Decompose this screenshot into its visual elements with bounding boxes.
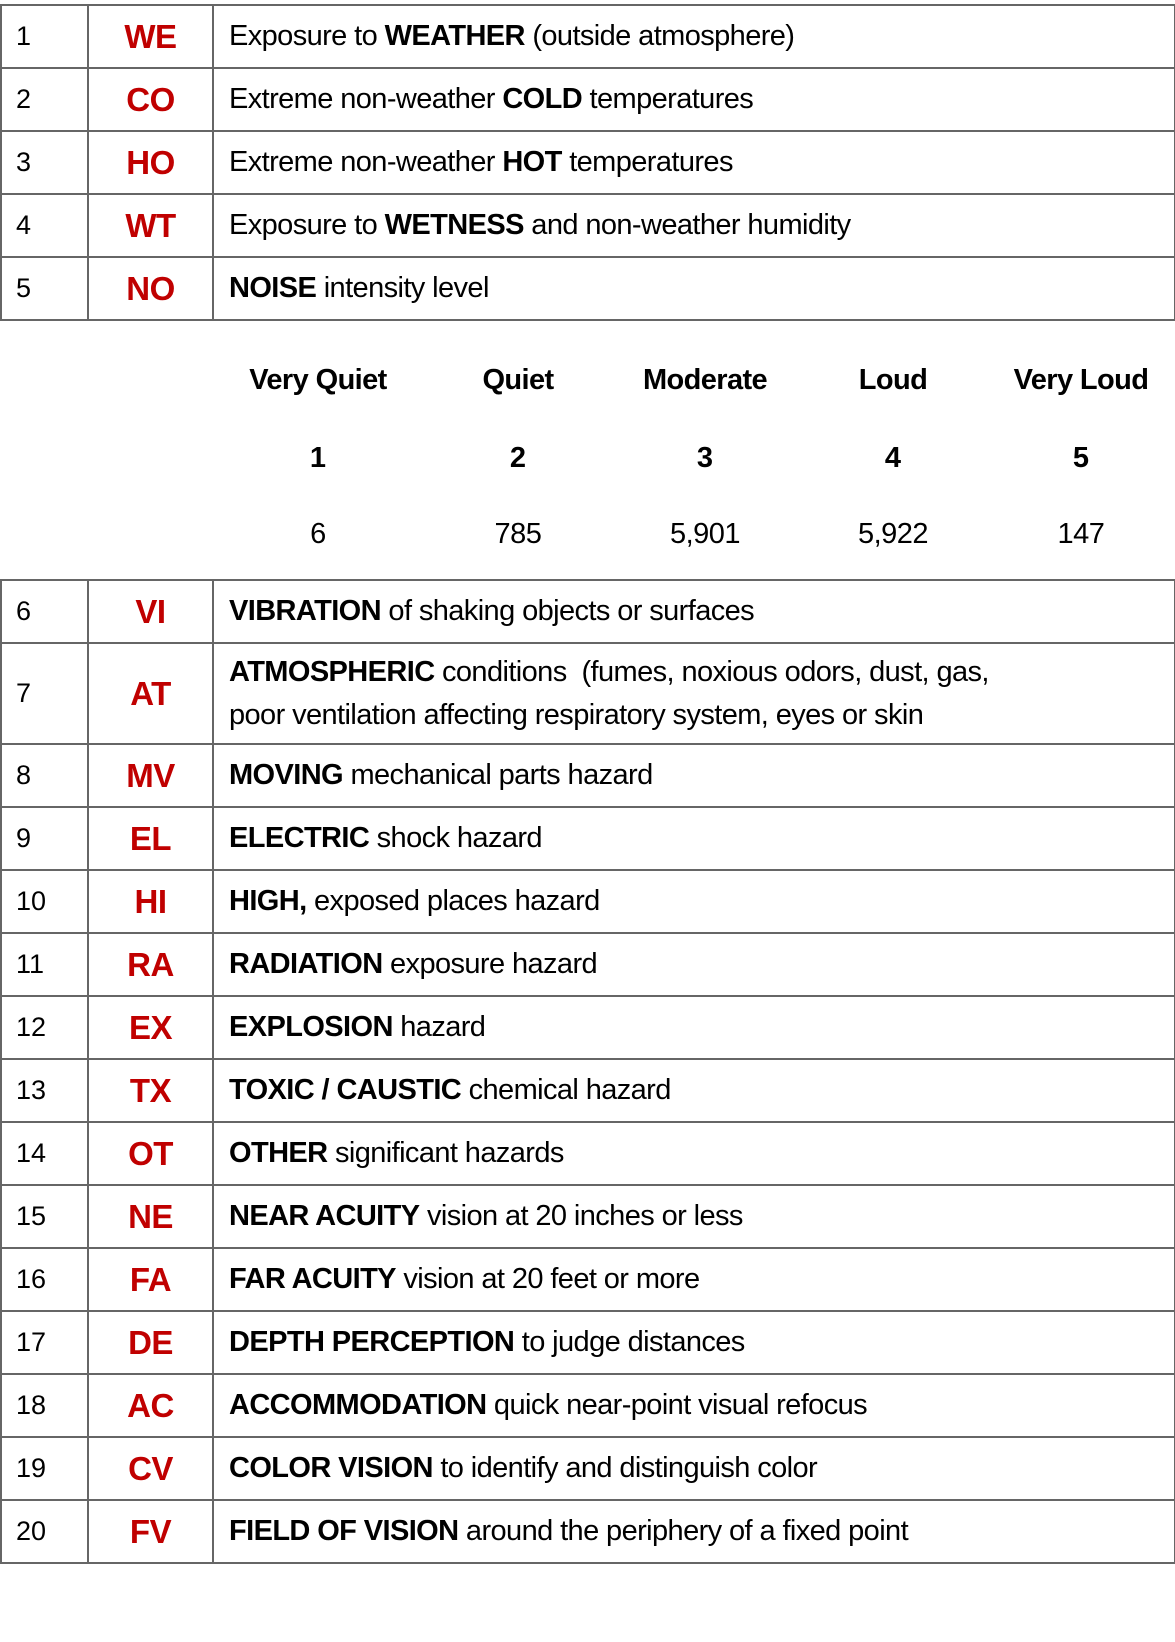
hazard-code: FA xyxy=(88,1248,213,1311)
hazard-description xyxy=(213,257,1175,320)
table-row xyxy=(1,194,1175,257)
desc-suffix: quick near-point visual refocus xyxy=(486,1389,868,1421)
hazard-description xyxy=(213,744,1175,807)
row-number: 19 xyxy=(1,1437,88,1500)
table-row xyxy=(1,1059,1175,1122)
noise-scale xyxy=(212,342,1174,578)
desc-keyword: DEPTH PERCEPTION xyxy=(229,1326,515,1358)
desc-keyword: COLOR VISION xyxy=(229,1452,433,1484)
desc-keyword: ELECTRIC xyxy=(229,822,370,854)
row-number: 12 xyxy=(1,996,88,1059)
desc-suffix: vision at 20 feet or more xyxy=(395,1263,700,1295)
desc-suffix: temperatures xyxy=(582,83,754,115)
table-row xyxy=(1,870,1175,933)
hazard-description xyxy=(213,5,1175,68)
hazard-code: EL xyxy=(88,807,213,870)
hazard-code: HI xyxy=(88,870,213,933)
desc-keyword: TOXIC / CAUSTIC xyxy=(229,1074,462,1106)
hazard-description xyxy=(213,1059,1175,1122)
hazard-description xyxy=(213,996,1175,1059)
noise-level-number: 3 xyxy=(696,442,714,474)
desc-prefix: Exposure to xyxy=(229,209,385,241)
desc-suffix: exposure hazard xyxy=(382,948,598,980)
hazards-table-bottom xyxy=(0,579,1175,1564)
hazard-description xyxy=(213,643,1175,744)
table-row xyxy=(1,744,1175,807)
hazard-code: NE xyxy=(88,1185,213,1248)
noise-label: Moderate xyxy=(642,364,768,396)
desc-keyword: NOISE xyxy=(229,272,317,304)
noise-count: 147 xyxy=(1057,518,1105,550)
desc-keyword: OTHER xyxy=(229,1137,328,1169)
noise-level-number: 4 xyxy=(884,442,902,474)
desc-keyword: ATMOSPHERIC xyxy=(229,655,435,688)
hazard-code: WT xyxy=(88,194,213,257)
hazard-code: DE xyxy=(88,1311,213,1374)
hazard-description xyxy=(213,580,1175,643)
noise-label: Very Quiet xyxy=(249,364,387,396)
desc-suffix: intensity level xyxy=(316,272,489,304)
desc-keyword: VIBRATION xyxy=(229,595,381,627)
hazard-description xyxy=(213,933,1175,996)
table-row xyxy=(1,1122,1175,1185)
hazard-description xyxy=(213,1122,1175,1185)
desc-keyword: EXPLOSION xyxy=(229,1011,393,1043)
row-number: 5 xyxy=(1,257,88,320)
desc-keyword: FIELD OF VISION xyxy=(229,1515,459,1547)
desc-keyword: RADIATION xyxy=(229,948,383,980)
hazard-code: HO xyxy=(88,131,213,194)
hazard-code: CV xyxy=(88,1437,213,1500)
desc-suffix: mechanical parts hazard xyxy=(343,759,653,791)
hazard-code: WE xyxy=(88,5,213,68)
desc-keyword: WEATHER xyxy=(384,20,525,52)
hazard-code: AC xyxy=(88,1374,213,1437)
hazard-code: TX xyxy=(88,1059,213,1122)
hazard-code: VI xyxy=(88,580,213,643)
desc-keyword: COLD xyxy=(502,83,583,115)
row-number: 14 xyxy=(1,1122,88,1185)
noise-count: 785 xyxy=(494,518,542,550)
desc-suffix: chemical hazard xyxy=(461,1074,671,1106)
row-number: 3 xyxy=(1,131,88,194)
desc-suffix: conditions (fumes, noxious odors, dust, gas, xyxy=(434,655,989,688)
row-number: 18 xyxy=(1,1374,88,1437)
desc-prefix: Exposure to xyxy=(229,20,385,52)
noise-count: 6 xyxy=(310,518,326,550)
desc-suffix: and non-weather humidity xyxy=(523,209,851,241)
table-row xyxy=(1,1248,1175,1311)
desc-suffix: significant hazards xyxy=(327,1137,564,1169)
row-number: 1 xyxy=(1,5,88,68)
desc-suffix: of shaking objects or surfaces xyxy=(380,595,755,627)
table-row xyxy=(1,580,1175,643)
desc-keyword: FAR ACUITY xyxy=(229,1263,396,1295)
hazard-description xyxy=(213,1500,1175,1563)
table-row xyxy=(1,131,1175,194)
row-number: 10 xyxy=(1,870,88,933)
hazard-description xyxy=(213,1437,1175,1500)
table-row xyxy=(1,643,1175,744)
desc-prefix: Extreme non-weather xyxy=(229,83,503,115)
noise-label: Very Loud xyxy=(1013,364,1149,396)
row-number: 4 xyxy=(1,194,88,257)
desc-keyword: HOT xyxy=(502,146,562,178)
hazard-code: RA xyxy=(88,933,213,996)
desc-keyword: WETNESS xyxy=(384,209,524,241)
hazard-description xyxy=(213,131,1175,194)
desc-keyword: HIGH, xyxy=(229,885,307,917)
table-row xyxy=(1,1437,1175,1500)
row-number: 20 xyxy=(1,1500,88,1563)
desc-keyword: NEAR ACUITY xyxy=(229,1200,420,1232)
desc-keyword: ACCOMMODATION xyxy=(229,1389,487,1421)
table-row xyxy=(1,68,1175,131)
hazard-code: AT xyxy=(88,643,213,744)
desc-suffix: shock hazard xyxy=(369,822,542,854)
desc-suffix: to identify and distinguish color xyxy=(432,1452,818,1484)
hazard-description xyxy=(213,1374,1175,1437)
desc-suffix: hazard xyxy=(392,1011,486,1043)
hazard-description xyxy=(213,194,1175,257)
hazard-code: OT xyxy=(88,1122,213,1185)
desc-suffix: (outside atmosphere) xyxy=(524,20,795,52)
noise-label: Loud xyxy=(858,364,928,396)
table-row xyxy=(1,807,1175,870)
noise-label: Quiet xyxy=(482,364,554,396)
row-number: 9 xyxy=(1,807,88,870)
hazard-code: CO xyxy=(88,68,213,131)
row-number: 2 xyxy=(1,68,88,131)
hazard-code: MV xyxy=(88,744,213,807)
row-number: 16 xyxy=(1,1248,88,1311)
table-row xyxy=(1,933,1175,996)
hazard-description xyxy=(213,807,1175,870)
desc-line2: poor ventilation affecting respiratory system, eyes or skin xyxy=(229,698,924,731)
row-number: 13 xyxy=(1,1059,88,1122)
row-number: 17 xyxy=(1,1311,88,1374)
table-row xyxy=(1,257,1175,320)
desc-prefix: Extreme non-weather xyxy=(229,146,503,178)
row-number: 7 xyxy=(1,643,88,744)
hazard-description xyxy=(213,1185,1175,1248)
noise-level-number: 5 xyxy=(1072,442,1090,474)
noise-count: 5,901 xyxy=(669,518,741,550)
desc-suffix: vision at 20 inches or less xyxy=(419,1200,743,1232)
hazard-description xyxy=(213,1248,1175,1311)
desc-suffix: to judge distances xyxy=(514,1326,745,1358)
row-number: 11 xyxy=(1,933,88,996)
table-row xyxy=(1,1185,1175,1248)
desc-suffix: around the periphery of a fixed point xyxy=(458,1515,909,1547)
table-row xyxy=(1,1311,1175,1374)
hazard-description xyxy=(213,68,1175,131)
hazards-table-top xyxy=(0,4,1175,321)
hazard-code: NO xyxy=(88,257,213,320)
desc-keyword: MOVING xyxy=(229,759,344,791)
noise-level-number: 1 xyxy=(309,442,327,474)
desc-suffix: exposed places hazard xyxy=(306,885,600,917)
table-row xyxy=(1,5,1175,68)
table-row xyxy=(1,996,1175,1059)
table-row xyxy=(1,1500,1175,1563)
noise-count: 5,922 xyxy=(857,518,929,550)
row-number: 15 xyxy=(1,1185,88,1248)
hazard-description xyxy=(213,870,1175,933)
row-number: 6 xyxy=(1,580,88,643)
hazard-description xyxy=(213,1311,1175,1374)
hazard-code: FV xyxy=(88,1500,213,1563)
hazard-code: EX xyxy=(88,996,213,1059)
row-number: 8 xyxy=(1,744,88,807)
desc-suffix: temperatures xyxy=(561,146,733,178)
table-row xyxy=(1,1374,1175,1437)
noise-level-number: 2 xyxy=(509,442,527,474)
